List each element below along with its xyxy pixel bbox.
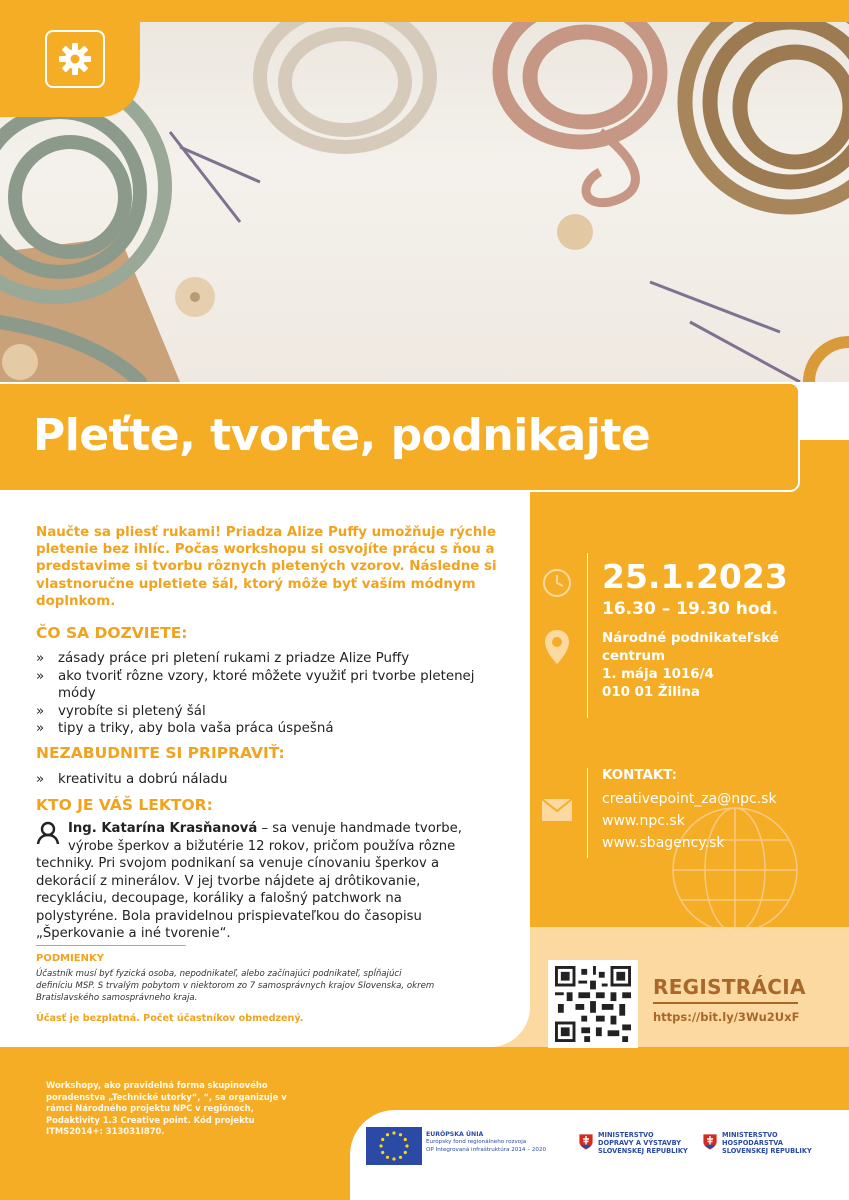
divider <box>587 553 588 718</box>
eu-line: Európsky fond regionálneho rozvoja <box>426 1139 527 1146</box>
eu-text <box>426 1131 571 1154</box>
qr-code[interactable] <box>548 960 638 1048</box>
conditions-heading: PODMIENKY <box>36 953 104 964</box>
event-date: 25.1.2023 <box>602 557 788 596</box>
ministry-line: HOSPODÁRSTVA <box>722 1139 783 1147</box>
contact-list <box>602 788 777 854</box>
ministry-line: MINISTERSTVO <box>598 1131 654 1139</box>
registration-label: REGISTRÁCIA <box>653 975 806 999</box>
address-line: Národné podnikateľské <box>602 631 779 646</box>
event-time: 16.30 – 19.30 hod. <box>602 599 779 619</box>
list-item: » kreativitu a dobrú náladu <box>36 771 506 789</box>
lector-heading: KTO JE VÁŠ LEKTOR: <box>36 796 213 814</box>
contact-website[interactable]: www.npc.sk <box>602 813 685 829</box>
contact-heading: KONTAKT: <box>602 768 677 783</box>
footer-text: Workshopy, ako pravidelná forma skupinového poradenstva „Technické utorky“, “, sa organizuje v rámci Národného projektu NPC v regiónoch, Podaktivity 1.3 Creative point. Kód projektu ITMS2014+: 313031I870. <box>46 1080 287 1137</box>
lector-bio <box>36 820 486 943</box>
address-line: centrum <box>602 649 666 664</box>
conditions-free: Účasť je bezplatná. Počet účastníkov obmedzený. <box>36 1013 304 1024</box>
divider <box>36 945 186 946</box>
divider <box>653 1002 798 1004</box>
qr-code-pattern <box>554 966 632 1042</box>
logo-strip <box>350 1110 849 1200</box>
bring-list <box>36 771 506 789</box>
gear-badge <box>45 30 105 88</box>
learn-heading: ČO SA DOZVIETE: <box>36 624 188 642</box>
eu-line: OP Integrovaná infraštruktúra 2014 – 2020 <box>426 1146 547 1153</box>
lector-name: Ing. Katarína Krasňanová <box>68 821 258 836</box>
eu-stars-icon <box>377 1129 411 1163</box>
list-item: » zásady práce pri pletení rukami z priadze Alize Puffy <box>36 650 506 668</box>
ministry-line: DOPRAVY A VÝSTAVBY <box>598 1139 682 1147</box>
eu-title: EURÓPSKA ÚNIA <box>426 1131 484 1138</box>
conditions-text: Účastník musí byť fyzická osoba, nepodnikateľ, alebo začínajúci podnikateľ, spĺňajúci definíciu MSP. S trvalým pobytom v niektorom zo 7 samosprávnych krajov Slovenska, okrem Bratislavského samosprávneho kraja. <box>36 969 435 1003</box>
address-line: 010 01 Žilina <box>602 685 700 700</box>
intro-text: Naučte sa pliesť rukami! Priadza Alize Puffy umožňuje rýchle pletenie bez ihlíc. Počas workshopu si osvojíte prácu s ňou a predstavime si tvorbu rôznych pletených vzorov. Následne si vlastnoručne upletiete šál, ktorý môže byť vaším módnym doplnkom. <box>36 525 497 609</box>
lector-description: – sa venuje handmade tvorbe, výrobe šperkov a bižutérie 12 rokov, pričom používa rôzne techniky. Pri svojom podnikaní sa venuje cínovaniu šperkov a dekorácií z minerálov. V jej tvorbe nájdete aj drôtikovanie, recykláciu, decoupage, koráliky a falošný patchwork na polystyréne. Bola pravidelnou prispievateľkou do časopisu „Šperkovanie a iné tvorenie“. <box>36 821 462 941</box>
contact-website[interactable]: www.sbagency.sk <box>602 835 725 851</box>
registration-link[interactable]: https://bit.ly/3Wu2UxF <box>653 1010 800 1024</box>
location-pin-icon <box>543 628 571 668</box>
learn-list <box>36 650 506 738</box>
ministry-line: SLOVENSKEJ REPUBLIKY <box>722 1147 812 1155</box>
contact-email[interactable]: creativepoint_za@npc.sk <box>602 791 777 807</box>
page-title: Pleťte, tvorte, podnikajte <box>33 410 651 461</box>
ministry-line: SLOVENSKEJ REPUBLIKY <box>598 1147 688 1155</box>
gear-icon <box>57 41 93 77</box>
divider <box>587 768 588 858</box>
mail-icon <box>541 798 573 822</box>
list-item: » tipy a triky, aby bola vaša práca úspešná <box>36 720 506 738</box>
ministry-transport <box>598 1131 688 1155</box>
ministry-line: MINISTERSTVO <box>722 1131 778 1139</box>
clock-icon <box>541 567 573 599</box>
ministry-economy <box>722 1131 812 1155</box>
list-item: » vyrobíte si pletený šál <box>36 703 506 721</box>
slovak-shield-icon <box>578 1133 594 1151</box>
eu-flag-icon <box>366 1127 422 1165</box>
bring-heading: NEZABUDNITE SI PRIPRAVIŤ: <box>36 744 285 762</box>
slovak-shield-icon <box>702 1133 718 1151</box>
person-icon <box>36 820 62 846</box>
event-address <box>602 630 842 702</box>
list-item: » ako tvoriť rôzne vzory, ktoré môžete využiť pri tvorbe pletenej módy <box>36 668 506 703</box>
address-line: 1. mája 1016/4 <box>602 667 714 682</box>
